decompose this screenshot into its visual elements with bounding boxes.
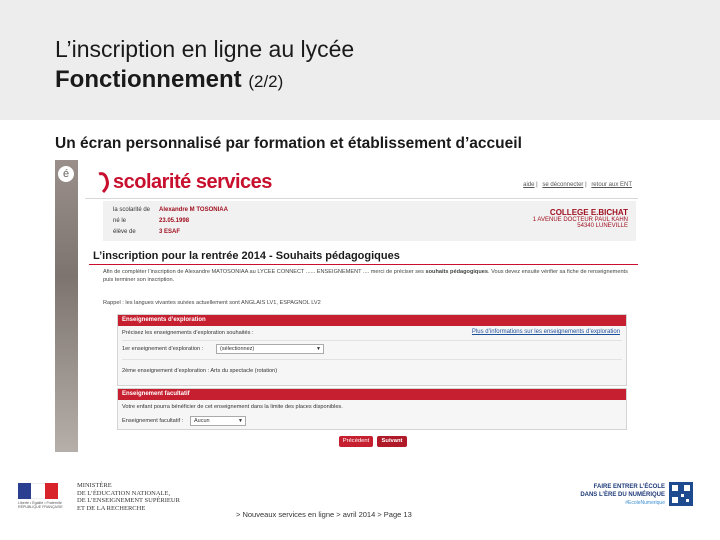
student-info-box (103, 201, 636, 241)
optional-prompt: Votre enfant pourra bénéficier de cet enseignement dans la limite des places disponibles. (122, 404, 343, 410)
brand-name: scolarité services (113, 171, 272, 193)
exploration-select-value: (sélectionnez) (220, 346, 255, 352)
subtitle-main: Fonctionnement (55, 66, 242, 93)
next-button[interactable]: Suivant (377, 436, 407, 447)
exploration-select[interactable] (216, 344, 324, 354)
badge-line-1: FAIRE ENTRER L’ÉCOLE (593, 484, 665, 490)
republic-motto (18, 501, 63, 509)
student-birth: 23.05.1998 (159, 218, 190, 224)
qr-code-icon (669, 482, 693, 506)
republic-logo (18, 481, 68, 511)
nav-help-link[interactable]: aide (523, 182, 535, 188)
optional-select[interactable] (190, 416, 246, 426)
french-flag-icon (18, 483, 58, 499)
nav-logout-link[interactable]: se déconnecter (542, 182, 584, 188)
intro-text-2: . Vous devez ensuite vérifier sa fiche de renseignements puis terminer son inscription. (103, 269, 628, 283)
exploration-select-label: 1er enseignement d’exploration : (122, 346, 204, 352)
top-nav: aide | se déconnecter | retour aux ENT (523, 182, 632, 188)
student-class: 3 ESAF (159, 229, 181, 235)
photo-strip (55, 160, 78, 452)
ministry-line-1: MINISTÈRE (77, 482, 112, 489)
exploration-section (117, 314, 627, 386)
student-birth-label: né le (113, 218, 127, 224)
optional-header: Enseignement facultatif (118, 389, 626, 400)
school-address-line2: 54340 LUNEVILLE (577, 223, 628, 229)
intro-strong: souhaits pédagogiques (425, 269, 488, 275)
heading-underline (89, 264, 638, 265)
numeric-school-badge (547, 480, 697, 520)
exploration-header: Enseignements d’exploration (118, 315, 626, 326)
language-reminder: Rappel : les langues vivantes suivies actuellement sont ANGLAIS LV1, ESPAGNOL LV2 (103, 300, 321, 306)
chevron-down-icon: ▼ (238, 418, 243, 424)
slide-subtitle (55, 66, 283, 94)
badge-line-2: DANS L’ÈRE DU NUMÉRIQUE (580, 492, 665, 498)
lead-text: Un écran personnalisé par formation et établissement d’accueil (55, 135, 522, 152)
previous-button[interactable]: Précédent (339, 436, 373, 447)
school-address-line1: 1 AVENUE DOCTEUR PAUL KAHN (532, 217, 628, 223)
exploration-second-label: 2ème enseignement d’exploration : Arts du spectacle (rotation) (122, 368, 278, 374)
republic-motto-line: Liberté • Égalité • Fraternité (18, 501, 62, 505)
school-name: COLLEGE E.BICHAT (549, 208, 628, 217)
exploration-info-link[interactable]: Plus d’informations sur les enseignements d’exploration (471, 329, 620, 335)
student-name: Alexandre M TOSONIAA (159, 207, 228, 213)
ministry-name (77, 482, 180, 512)
exploration-prompt: Précisez les enseignements d’exploration souhaités : (122, 330, 254, 336)
app-screenshot (55, 160, 640, 452)
optional-section (117, 388, 627, 430)
student-name-row (113, 207, 228, 213)
student-birth-row (113, 218, 190, 224)
school-info (533, 208, 628, 229)
ministry-line-4: ET DE LA RECHERCHE (77, 504, 146, 512)
student-class-label: élève de (113, 229, 136, 235)
republic-name-line: RÉPUBLIQUE FRANÇAISE (18, 505, 63, 509)
student-class-row (113, 229, 181, 235)
optional-select-value: Aucun (194, 418, 210, 424)
intro-paragraph (103, 268, 633, 284)
footer-note: > Nouveaux services en ligne > avril 2014 > Page 13 (236, 510, 412, 519)
ministry-line-3: DE L’ENSEIGNEMENT SUPÉRIEUR (77, 497, 180, 504)
subtitle-part: (2/2) (248, 72, 284, 91)
slide-title: L’inscription en ligne au lycée (55, 36, 355, 62)
page-heading: L’inscription pour la rentrée 2014 - Souhaits pédagogiques (93, 250, 400, 262)
exploration-divider (122, 340, 622, 341)
header-divider (85, 198, 638, 199)
chevron-down-icon: ▼ (316, 346, 321, 352)
ministry-line-2: DE L’ÉDUCATION NATIONALE, (77, 489, 171, 497)
exploration-divider-2 (122, 359, 622, 360)
badge-text (547, 483, 665, 507)
optional-select-label: Enseignement facultatif : (122, 418, 184, 424)
e-logo-icon: é (58, 166, 74, 182)
nav-ent-link[interactable]: retour aux ENT (591, 182, 632, 188)
badge-hashtag: #EcoleNumerique (625, 500, 665, 506)
student-name-label: la scolarité de (113, 207, 151, 213)
intro-text: Afin de compléter l’inscription de Alexandre MATOSONIAA au LYCEE CONNECT ...... ENSEIGNEMENT .... merci de préciser ses (103, 269, 424, 275)
